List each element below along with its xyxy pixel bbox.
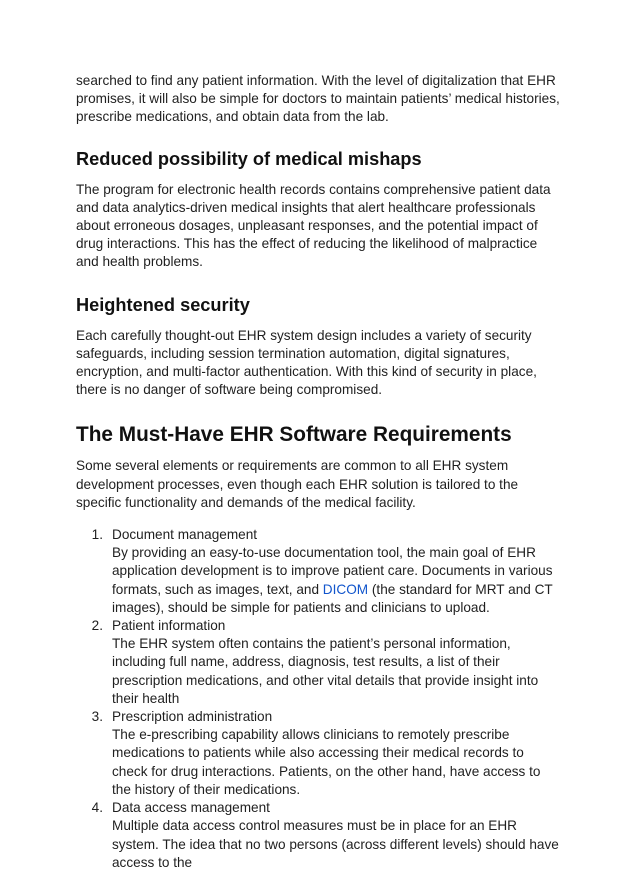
list-item-title: Prescription administration	[112, 709, 273, 725]
paragraph-heightened-security: Each carefully thought-out EHR system design includes a variety of security safeguards, including session termination automation, digital signatures, encryption, and multi-factor authentication. With this kind of security in place, there is no danger of software being compromised.	[76, 327, 537, 398]
list-item-title: Document management	[112, 527, 258, 543]
list-item-document-management	[76, 526, 562, 617]
list-item-desc: The EHR system often contains the patient’s personal information, including full name, address, diagnosis, test results, a list of their prescription medications, and other vital details that provide insight into their health	[112, 636, 539, 706]
list-item-desc: Multiple data access control measures must be in place for an EHR system. The idea that no two persons (across different levels) should have access to the	[112, 818, 559, 870]
list-item-data-access-management	[76, 799, 562, 872]
list-number: 3.	[91, 709, 103, 725]
list-item-desc-part2: (the standard for MRT and CT images), should be simple for patients and clinicians to upload.	[112, 581, 553, 615]
list-number: 4.	[91, 800, 103, 816]
list-number: 2.	[91, 618, 103, 634]
list-number: 1.	[91, 527, 103, 543]
dicom-link[interactable]: DICOM	[322, 581, 369, 597]
list-item-desc-part1: By providing an easy-to-use documentation tool, the main goal of EHR application development is to improve patient care. Documents in various formats, such as images, text, and	[112, 545, 553, 597]
paragraph-ehr-requirements: Some several elements or requirements are common to all EHR system development processes, even though each EHR solution is tailored to the specific functionality and demands of the medical facility.	[76, 458, 519, 510]
paragraph-reduced-mishaps: The program for electronic health records contains comprehensive patient data and data analytics-driven medical insights that alert healthcare professionals about erroneous dosages, unpleasant responses, and the potential impact of drug interactions. This has the effect of reducing the likelihood of malpractice and health problems.	[76, 181, 551, 270]
list-item-prescription-administration	[76, 708, 562, 799]
list-item-title: Data access management	[112, 800, 270, 816]
list-item-patient-information	[76, 617, 562, 708]
heading-ehr-requirements: The Must-Have EHR Software Requirements	[76, 423, 512, 447]
heading-heightened-security: Heightened security	[76, 294, 250, 315]
requirements-list	[76, 526, 562, 872]
heading-reduced-mishaps: Reduced possibility of medical mishaps	[76, 148, 422, 169]
intro-paragraph: searched to find any patient information. With the level of digitalization that EHR promises, it will also be simple for doctors to maintain patients’ medical histories, prescribe medications, and obtain data from the lab.	[76, 73, 560, 125]
list-item-desc: The e-prescribing capability allows clinicians to remotely prescribe medications to patients while also accessing their medical records to check for drug interactions. Patients, on the other hand, have access to the history of their medications.	[112, 727, 541, 797]
list-item-title: Patient information	[112, 618, 226, 634]
